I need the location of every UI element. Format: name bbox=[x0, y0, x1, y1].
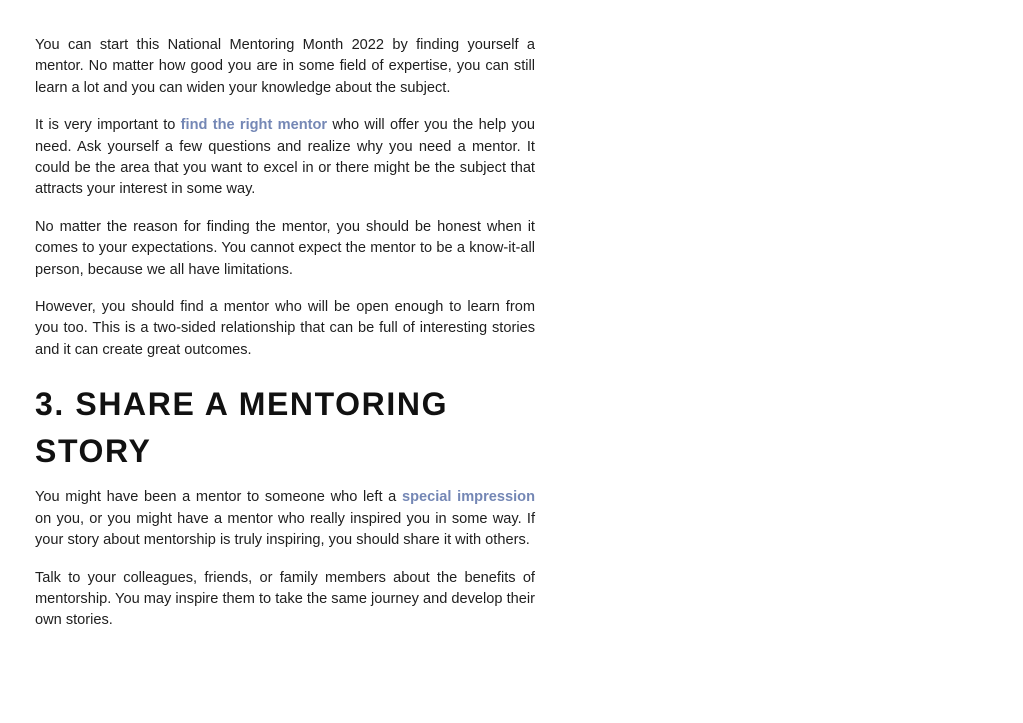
paragraph-expectations: No matter the reason for finding the mentor, you should be honest when it comes to your expectations. You cannot expect the mentor to be a know-it-all person, because we all have limitations. bbox=[35, 218, 535, 278]
paragraph-text: You might have been a mentor to someone who left a bbox=[35, 489, 402, 506]
find-the-right-mentor-link[interactable]: find the right mentor bbox=[180, 117, 328, 134]
section-heading: 3. SHARE A MENTORING STORY bbox=[35, 386, 449, 470]
paragraph-text: It is very important to bbox=[35, 117, 181, 134]
paragraph-text: who will offer you the help you need. Ask yourself a few questions and realize why you need a mentor. It could be the area that you want to excel in or there might be the subject that attracts your interest in some way. bbox=[35, 117, 535, 198]
paragraph-talk-colleagues: Talk to your colleagues, friends, or family members about the benefits of mentorship. You may inspire them to take the same journey and develop their own stories. bbox=[35, 569, 535, 629]
paragraph-intro: You can start this National Mentoring Month 2022 by finding yourself a mentor. No matter how good you are in some field of expertise, you can still learn a lot and you can widen your knowledge about the subject. bbox=[35, 37, 535, 96]
paragraph-two-sided: However, you should find a mentor who will be open enough to learn from you too. This is a two-sided relationship that can be full of interesting stories and it can create great outcomes. bbox=[35, 299, 535, 358]
article-body bbox=[35, 35, 535, 648]
paragraph-text: on you, or you might have a mentor who really inspired you in some way. If your story about mentorship is truly inspiring, you should share it with others. bbox=[35, 510, 535, 549]
paragraph-find-mentor bbox=[35, 115, 535, 201]
special-impression-link[interactable]: special impression bbox=[401, 489, 536, 506]
paragraph-share-story bbox=[35, 487, 535, 551]
